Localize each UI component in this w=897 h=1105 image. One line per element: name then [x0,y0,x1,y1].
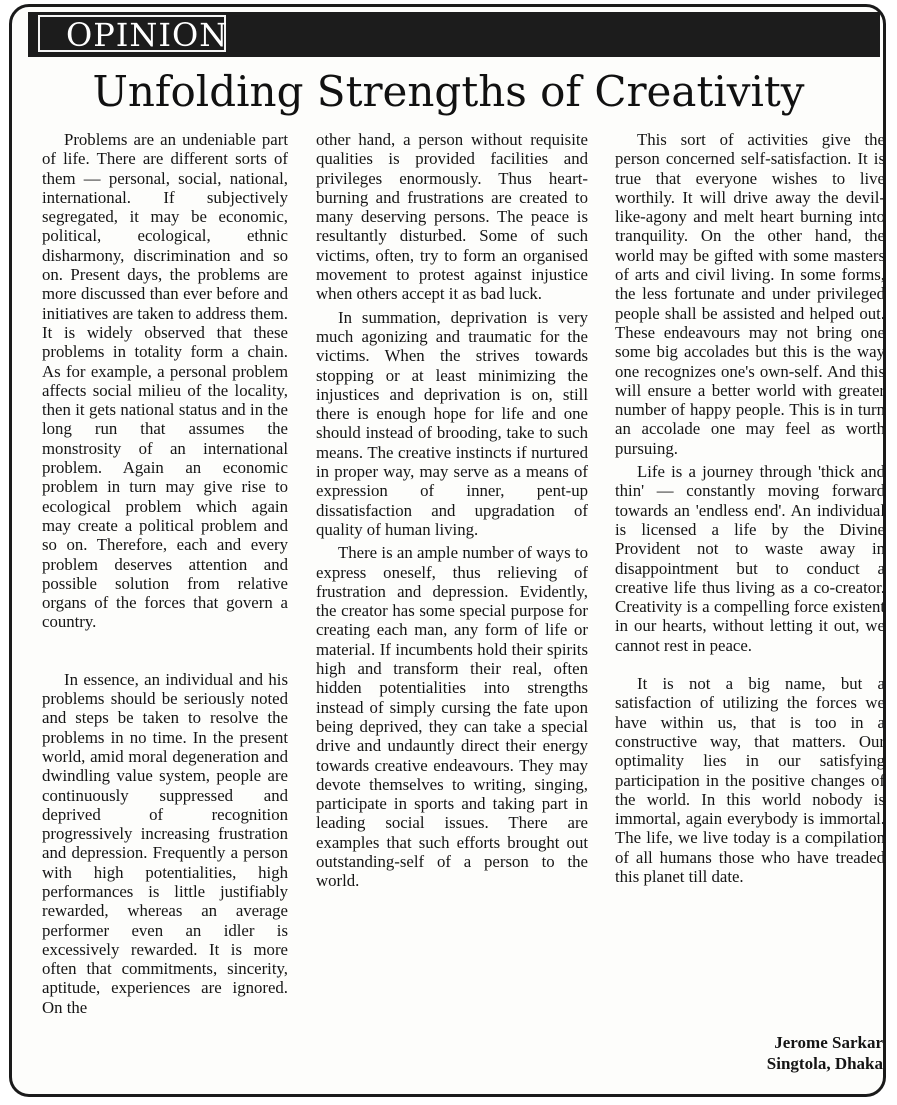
article-column-3 [615,130,885,886]
paragraph: Problems are an undeniable part of life. There are different sorts of them — personal, social, national, international. If subjectively segregated, it may be economic, political, ecological, ethnic disharmony, discrimination and so on. Present days, the problems are more discussed than ever before and initiatives are taken to address them. It is widely observed that these problems in totality form a chain. As for example, a personal problem affects social milieu of the locality, then it gets national status and in the long run that assumes the monstrosity of an international problem. Again an economic problem in turn may give rise to ecological problem which again may create a political problem and so on. Therefore, each and every problem deserves attention and possible solution from relative organs of the forces that govern a country. [42,130,288,632]
paragraph: There is an ample number of ways to express oneself, thus relieving of frustration and depression. Evidently, the creator has some special purpose for creating each man, any form of life or material. If incumbents hold their spirits high and transform their real, often hidden potentialities into strengths instead of simply cursing the fate upon being deprived, they can take a special drive and undauntly direct their energy towards creative endeavours. They may devote themselves to writing, singing, participate in sports and taking part in leading social issues. There are examples that such efforts brought out outstanding-self of a person to the world. [316,543,588,891]
author-location: Singtola, Dhaka [766,1054,883,1073]
section-banner [28,12,880,57]
paragraph: This sort of activities give the person concerned self-satisfaction. It is true that everyone wishes to live worthily. It will drive away the devil-like-agony and melt heart burning into tranquility. On the other hand, the world may be gifted with some masters of arts and civil living. In some forms, the less fortunate and under privileged people shall be assisted and helped out. These endeavours may not bring one some big accolades but this is the way one recognizes one's own-self. And this will ensure a better world with greater number of happy people. This is in turn an accolade one may feel as worth pursuing. [615,130,885,458]
section-label: OPINION [66,16,229,54]
paragraph: It is not a big name, but a satisfaction of utilizing the forces we have within us, that is too in a constructive way, that matters. Our optimality lies in our satisfying participation in the positive changes of the world. In this world nobody is immortal, again everybody is immortal. The life, we live today is a compilation of all humans those who have treaded this planet till date. [615,674,885,886]
paragraph: other hand, a person without requisite qualities is provided facilities and privileges enormously. Thus heart-burning and frustrations are created to many deserving persons. The peace is resultantly disturbed. Some of such victims, often, try to form an organised movement to protest against injustice when others accept it as bad luck. [316,130,588,304]
article-column-1 [42,130,288,1017]
article-column-2 [316,130,588,891]
article-headline: Unfolding Strengths of Creativity [92,67,805,116]
paragraph: In summation, deprivation is very much agonizing and traumatic for the victims. When the strives towards stopping or at least minimizing the injustices and deprivation is on, still there is enough hope for life and one should instead of brooding, take to such means. The creative instincts if nurtured in proper way, may serve as a means of expression of inner, pent-up dissatisfaction and upgradation of quality of human living. [316,307,588,539]
paragraph: Life is a journey through 'thick and thin' — constantly moving forward towards an 'endless end'. An individual is licensed a life by the Divine Provident not to waste away in disappointment but to conduct a creative life thus living as a co-creator. Creativity is a compelling force existent in our hearts, without letting it out, we cannot rest in peace. [615,462,885,655]
paragraph: In essence, an individual and his problems should be seriously noted and steps be taken to resolve the problems in no time. In the present world, amid moral degeneration and dwindling value system, people are continuously suppressed and deprived of recognition progressively increasing frustration and depression. Frequently a person with high potentialities, high performances is little justifiably rewarded, whereas an average performer even an idler is excessively rewarded. It is more often that commitments, sincerity, aptitude, experiences are ignored. On the [42,669,288,1017]
author-name: Jerome Sarkar [774,1033,883,1052]
